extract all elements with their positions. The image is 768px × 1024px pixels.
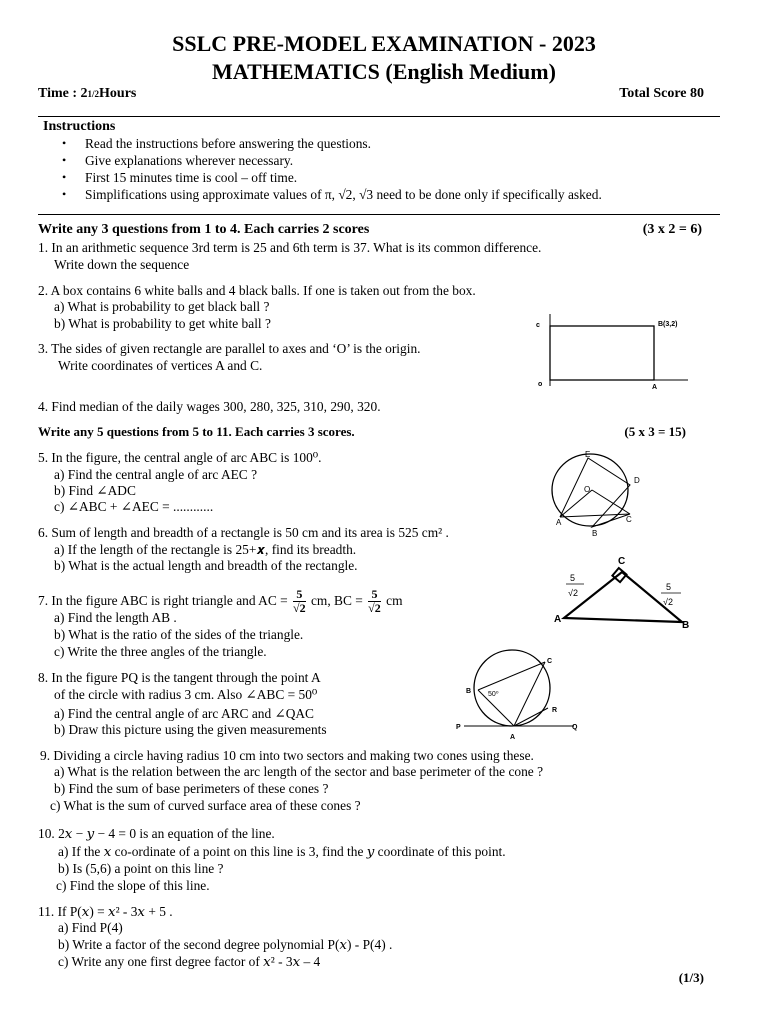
time-label: Time : 21/2Hours	[38, 86, 137, 101]
fraction: $\frac{5}{√2}$	[293, 587, 306, 616]
q5-a: a) Find the central angle of arc AEC ?	[54, 467, 258, 482]
q8-a: a) Find the central angle of arc ARC and ∠QAC	[54, 706, 314, 721]
q9-text: 9. Dividing a circle having radius 10 cm into two sectors and making two cones using these.	[40, 748, 534, 763]
svg-text:B: B	[682, 620, 690, 631]
svg-text:A: A	[510, 734, 516, 740]
section1-heading: Write any 3 questions from 1 to 4. Each carries 2 scores	[38, 222, 370, 237]
header-divider	[38, 116, 720, 117]
fraction: $\frac{5}{√2}$	[368, 587, 381, 616]
q10-b: b) Is (5,6) a point on this line ?	[58, 861, 224, 876]
circle-figure-1	[548, 448, 678, 542]
svg-text:A: A	[556, 518, 562, 527]
page-number: (1/3)	[678, 970, 704, 985]
instructions-heading: Instructions	[43, 119, 116, 134]
q1-text: 1. In an arithmetic sequence 3rd term is 25 and 6th term is 37. What is its common difference.	[38, 240, 542, 255]
q11-b: b) Write a factor of the second degree polynomial P(𝑥) - P(4) .	[58, 937, 393, 952]
q8-text-cont: of the circle with radius 3 cm. Also ∠ABC = 50⁰	[54, 687, 318, 702]
svg-text:B: B	[592, 529, 598, 538]
exam-title: SSLC PRE-MODEL EXAMINATION - 2023	[172, 31, 596, 56]
total-score: Total Score 80	[619, 86, 704, 101]
svg-text:5: 5	[666, 582, 672, 592]
svg-text:C: C	[547, 658, 553, 665]
svg-text:D: D	[634, 476, 640, 485]
svg-text:A: A	[554, 614, 562, 625]
circle-figure-2	[452, 648, 588, 740]
bullet-icon: •	[62, 170, 67, 184]
label-b32: B(3,2)	[658, 321, 678, 328]
svg-text:5: 5	[570, 573, 576, 583]
svg-text:P: P	[456, 724, 461, 731]
label-o: o	[538, 381, 543, 388]
q6-text: 6. Sum of length and breadth of a rectangle is 50 cm and its area is 525 cm² .	[38, 525, 449, 540]
q8-text: 8. In the figure PQ is the tangent through the point A	[38, 670, 321, 685]
instruction-item: First 15 minutes time is cool – off time.	[85, 170, 298, 185]
q2-text: 2. A box contains 6 white balls and 4 black balls. If one is taken out from the box.	[38, 283, 476, 298]
svg-text:C: C	[626, 515, 632, 524]
q10-c: c) Find the slope of this line.	[56, 878, 210, 893]
instruction-item: Simplifications using approximate values of π, √2, √3 need to be done only if specifically asked.	[85, 187, 602, 202]
q2-a: a) What is probability to get black ball ?	[54, 299, 270, 314]
rectangle-figure	[528, 314, 698, 394]
instruction-item: Give explanations wherever necessary.	[85, 153, 294, 168]
label-c: c	[536, 322, 540, 329]
q5-c: c) ∠ABC + ∠AEC = ............	[54, 499, 214, 514]
triangle-figure	[548, 552, 708, 634]
section1-marks: (3 x 2 = 6)	[642, 222, 702, 237]
bullet-icon: •	[62, 136, 67, 150]
q6-a: a) If the length of the rectangle is 25+𝒙, find its breadth.	[54, 542, 357, 557]
svg-text:R: R	[552, 707, 558, 714]
svg-text:50⁰: 50⁰	[488, 691, 499, 698]
section2-heading: Write any 5 questions from 5 to 11. Each carries 3 scores.	[38, 424, 355, 439]
q3-text-cont: Write coordinates of vertices A and C.	[58, 358, 263, 373]
q10-text: 10. 2𝑥 − 𝑦 − 4 = 0 is an equation of the line.	[38, 826, 275, 841]
q9-b: b) Find the sum of base perimeters of these cones ?	[54, 781, 329, 796]
q9-a: a) What is the relation between the arc length of the sector and base perimeter of the cone ?	[54, 764, 544, 779]
q9-c: c) What is the sum of curved surface area of these cones ?	[50, 798, 361, 813]
q11-a: a) Find P(4)	[58, 920, 123, 935]
q3-text: 3. The sides of given rectangle are parallel to axes and ‘O’ is the origin.	[38, 341, 421, 356]
q11-text: 11. If P(𝑥) = 𝑥² - 3𝑥 + 5 .	[38, 904, 173, 919]
svg-text:Q: Q	[572, 724, 578, 731]
q2-b: b) What is probability to get white ball ?	[54, 316, 271, 331]
svg-text:E: E	[585, 450, 591, 459]
bullet-icon: •	[62, 153, 67, 167]
section2-marks: (5 x 3 = 15)	[624, 424, 686, 439]
svg-text:√2: √2	[568, 588, 578, 598]
svg-text:√2: √2	[663, 597, 673, 607]
q5-text: 5. In the figure, the central angle of arc ABC is 100⁰.	[38, 450, 322, 465]
label-a: A	[652, 384, 658, 391]
bullet-icon: •	[62, 187, 67, 201]
svg-text:O: O	[584, 485, 591, 494]
q8-b: b) Draw this picture using the given measurements	[54, 722, 327, 737]
q7-text: 7. In the figure ABC is right triangle and AC = $\frac{5}{√2}$ cm, BC = $\frac{5}{√2}$ cm	[38, 587, 403, 616]
q6-b: b) What is the actual length and breadth of the rectangle.	[54, 558, 358, 573]
svg-text:B: B	[466, 688, 472, 695]
q10-a: a) If the 𝑥 co-ordinate of a point on this line is 3, find the 𝑦 coordinate of this point.	[58, 844, 506, 859]
instruction-item: Read the instructions before answering the questions.	[85, 136, 371, 151]
q7-c: c) Write the three angles of the triangle.	[54, 644, 267, 659]
q7-a: a) Find the length AB .	[54, 610, 177, 625]
svg-text:C: C	[618, 556, 626, 567]
q11-c: c) Write any one first degree factor of 𝑥² - 3𝑥 – 4	[58, 954, 321, 969]
q4-text: 4. Find median of the daily wages 300, 280, 325, 310, 290, 320.	[38, 399, 381, 414]
instructions-divider	[38, 214, 720, 215]
q1-text-cont: Write down the sequence	[54, 257, 190, 272]
exam-subtitle: MATHEMATICS (English Medium)	[212, 59, 556, 84]
q7-b: b) What is the ratio of the sides of the triangle.	[54, 627, 304, 642]
q5-b: b) Find ∠ADC	[54, 483, 136, 498]
